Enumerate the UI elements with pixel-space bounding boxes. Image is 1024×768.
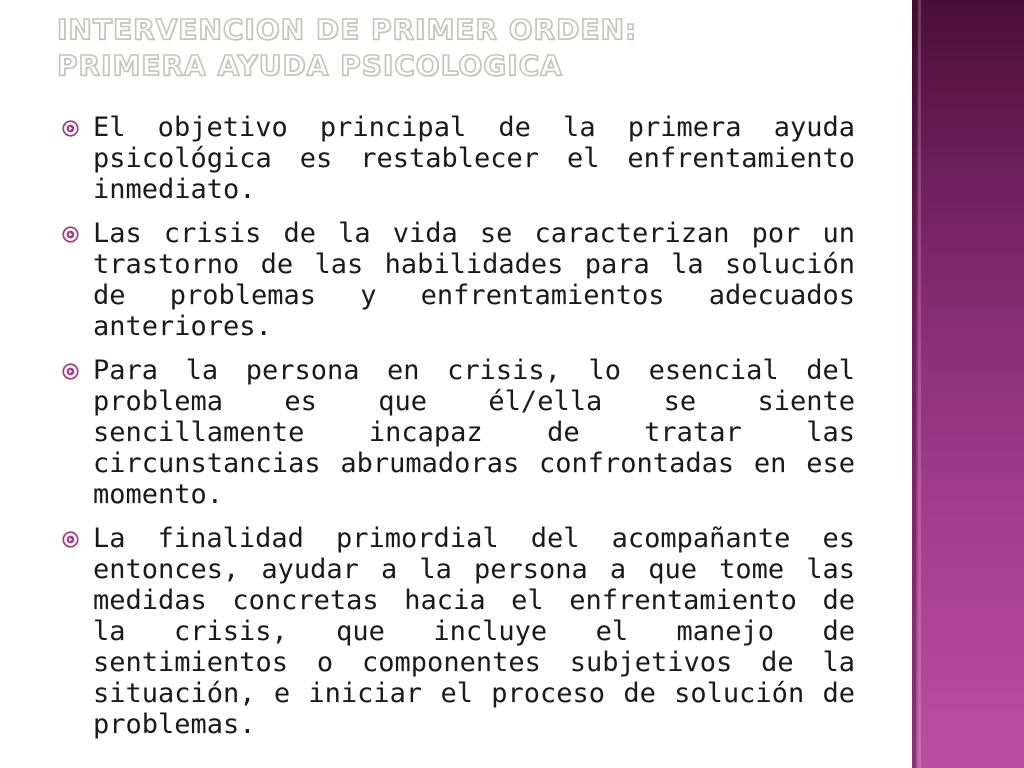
- target-circle-icon: [62, 226, 79, 243]
- decorative-side-panel: [912, 0, 1024, 768]
- target-circle-icon: [62, 120, 79, 137]
- title-line-1: INTERVENCION DE PRIMER ORDEN:: [57, 13, 638, 46]
- slide-title: [57, 12, 897, 84]
- bullet-text: Para la persona en crisis, lo esencial del problema es que él/ella se siente sencillamente incapaz de tratar las circunstancias abrumadoras confrontadas en ese momento.: [93, 355, 855, 510]
- bullet-item: [60, 218, 855, 342]
- title-line-2: PRIMERA AYUDA PSICOLOGICA: [57, 49, 563, 82]
- bullet-text: La finalidad primordial del acompañante es entonces, ayudar a la persona a que tome las medidas concretas hacia el enfrentamiento de la crisis, que incluye el manejo de sentimientos o componentes subjetivos de la situación, e iniciar el proceso de solución de problemas.: [93, 523, 855, 740]
- bullet-item: [60, 523, 855, 740]
- bullet-text: El objetivo principal de la primera ayuda psicológica es restablecer el enfrentamiento inmediato.: [93, 112, 855, 205]
- bullet-item: [60, 112, 855, 205]
- target-circle-icon: [62, 363, 79, 380]
- bullet-text: Las crisis de la vida se caracterizan por un trastorno de las habilidades para la solución de problemas y enfrentamientos adecuados anteriores.: [93, 218, 855, 342]
- bullet-list: [60, 112, 855, 753]
- target-circle-icon: [62, 531, 79, 548]
- bullet-item: [60, 355, 855, 510]
